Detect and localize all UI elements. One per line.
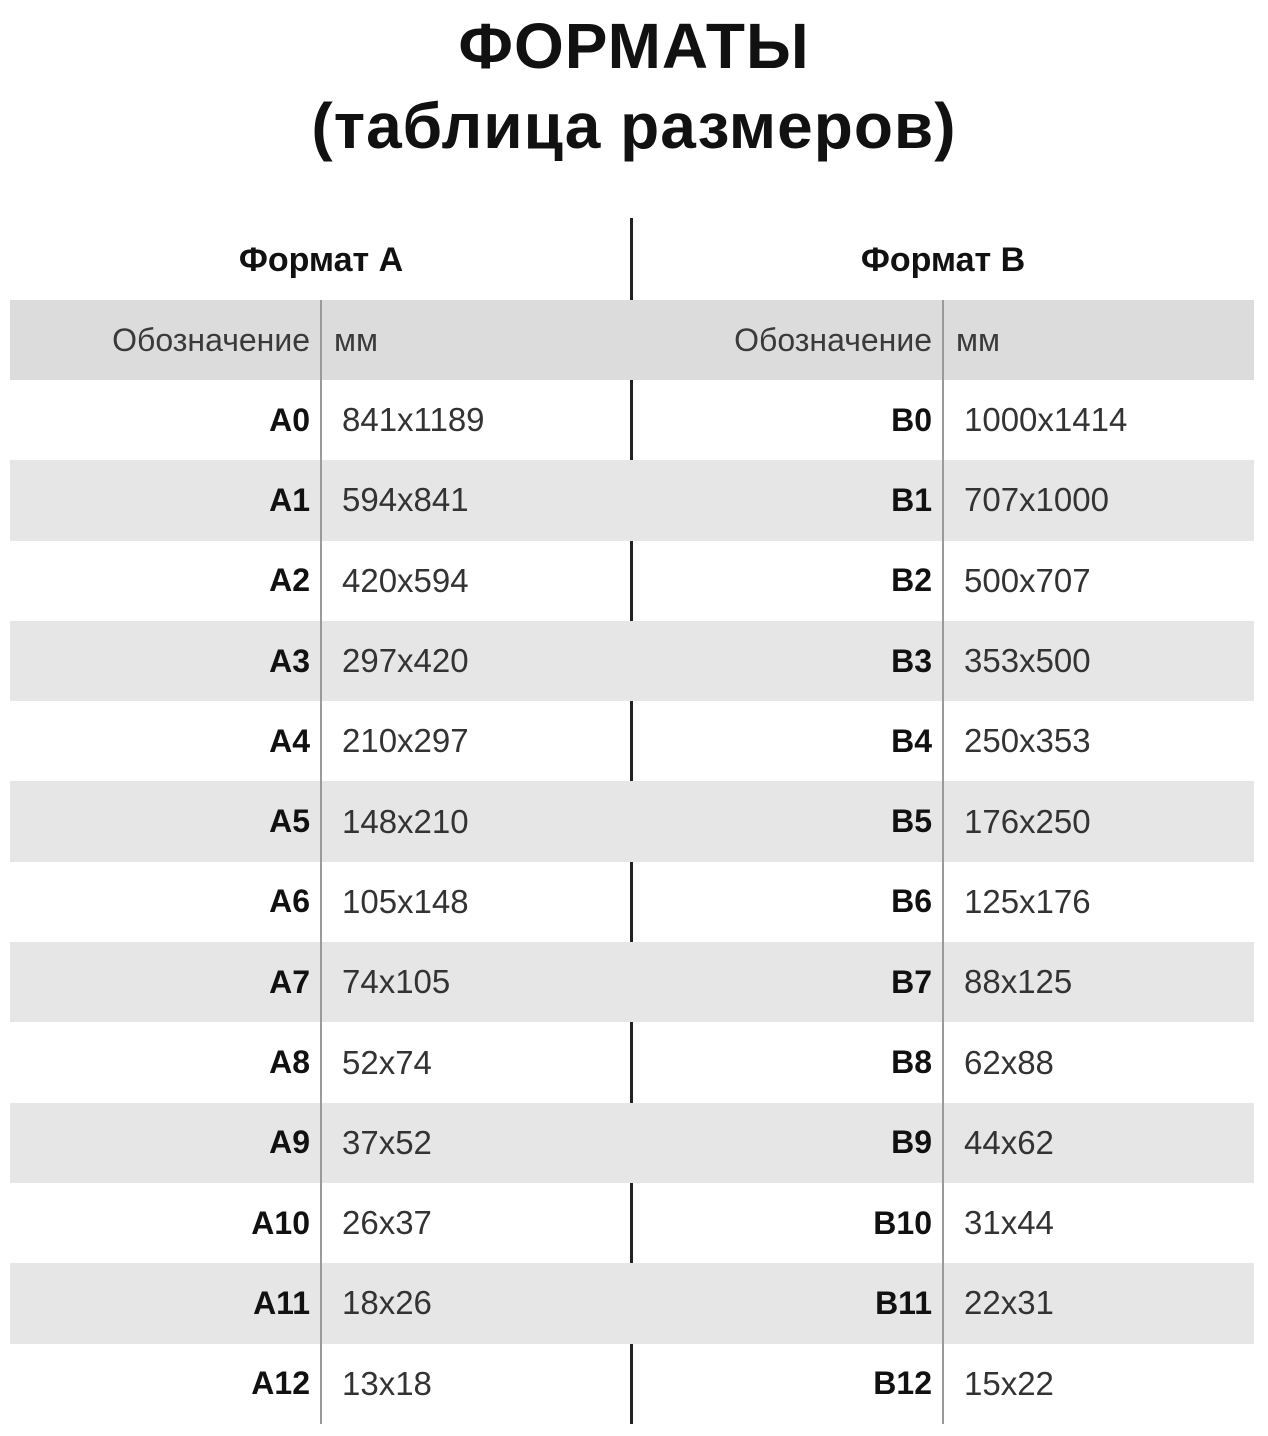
format-size: 18x26	[342, 1284, 432, 1322]
format-size: 176x250	[964, 802, 1091, 840]
format-size: 250x353	[964, 722, 1091, 760]
format-code: B1	[891, 481, 932, 518]
column-divider	[320, 300, 322, 1424]
column-divider	[942, 300, 944, 1424]
format-code: A8	[269, 1044, 310, 1081]
format-code: A5	[269, 803, 310, 840]
format-code: A1	[269, 481, 310, 518]
format-code: A9	[269, 1124, 310, 1161]
format-code: A11	[253, 1284, 310, 1321]
format-size: 22x31	[964, 1284, 1054, 1322]
format-size: 52x74	[342, 1043, 432, 1081]
format-code: A12	[251, 1365, 310, 1402]
format-size: 105x148	[342, 882, 469, 920]
format-a-table	[10, 300, 632, 1424]
format-size: 13x18	[342, 1364, 432, 1402]
format-code: B12	[873, 1365, 932, 1402]
format-size: 420x594	[342, 561, 469, 599]
format-code: B6	[891, 883, 932, 920]
format-code: B11	[875, 1284, 932, 1321]
format-code: B4	[891, 722, 932, 759]
format-code: B10	[873, 1204, 932, 1241]
format-code: A3	[269, 642, 310, 679]
format-size: 500x707	[964, 561, 1091, 599]
designation-header: Обозначение	[112, 321, 310, 358]
format-size: 15x22	[964, 1364, 1054, 1402]
format-size: 297x420	[342, 642, 469, 680]
page-subtitle: (таблица размеров)	[311, 90, 957, 162]
format-code: A6	[269, 883, 310, 920]
format-size: 26x37	[342, 1204, 432, 1242]
format-b-table	[632, 300, 1254, 1424]
format-a-panel	[10, 220, 632, 1424]
format-code: B7	[891, 963, 932, 1000]
format-size: 148x210	[342, 802, 469, 840]
format-code: A0	[269, 401, 310, 438]
format-code: B9	[891, 1124, 932, 1161]
format-code: B3	[891, 642, 932, 679]
unit-header: мм	[334, 321, 378, 358]
page-title: ФОРМАТЫ	[458, 10, 810, 82]
format-size: 841x1189	[342, 401, 485, 439]
format-size: 353x500	[964, 642, 1091, 680]
format-size: 37x52	[342, 1123, 432, 1161]
format-code: B0	[891, 401, 932, 438]
format-size: 707x1000	[964, 481, 1109, 519]
format-size: 1000x1414	[964, 401, 1128, 439]
format-size: 31x44	[964, 1204, 1054, 1242]
format-code: A10	[251, 1204, 310, 1241]
format-code: B8	[891, 1044, 932, 1081]
format-size: 210x297	[342, 722, 469, 760]
format-code: A4	[269, 722, 310, 759]
unit-header: мм	[956, 321, 1000, 358]
format-code: A2	[269, 562, 310, 599]
designation-header: Обозначение	[734, 321, 932, 358]
format-a-heading: Формат А	[238, 240, 404, 279]
format-b-panel	[632, 220, 1254, 1424]
format-size: 88x125	[964, 963, 1073, 1001]
format-size: 125x176	[964, 882, 1091, 920]
format-b-heading: Формат В	[860, 240, 1026, 279]
format-code: B2	[891, 562, 932, 599]
format-size: 74x105	[342, 963, 451, 1001]
format-size: 44x62	[964, 1123, 1054, 1161]
format-code: B5	[891, 803, 932, 840]
format-size: 62x88	[964, 1043, 1054, 1081]
format-code: A7	[269, 963, 310, 1000]
format-size: 594x841	[342, 481, 469, 519]
